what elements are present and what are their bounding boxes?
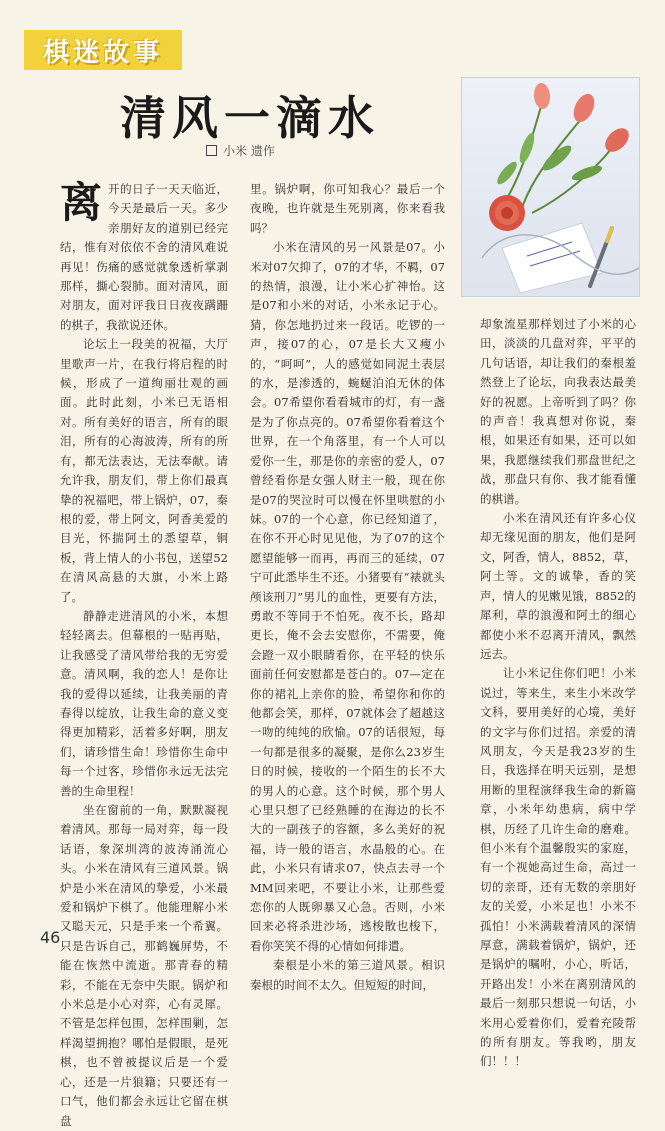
paragraph: 小米在清风还有许多心仪却无缘见面的朋友，他们是阿文，阿香，情人，8852，草，阿土等。文的诚挚，香的笑声，情人的见嫩见饿，8852的犀利，草的浪漫和阿土的细心都使小米不忍离开清风，飘然远去。 bbox=[480, 511, 636, 661]
paragraph: 静静走进清风的小米，本想轻轻离去。但幕根的一贴再贴，让我感受了清风带给我的无穷爱意。清风啊，我的恋人！是你让我的爱得以延续，让我美丽的青春得以绽放，让我生命的意义变得更加精彩，活着多好啊，朋友们，请珍惜生命！珍惜你生命中每一个过客，珍惜你永远无法完善的生命里程！ bbox=[60, 608, 228, 798]
paragraph: 让小米记住你们吧！小米说过，等来生，来生小米改学文科，要用美好的心境，美好的文字与你们过招。亲爱的清风朋友，今天是我23岁的生日，我选择在明天远别，是想用断的里程演绎我生命的新篇章，小米年幼患病，病中学棋，历经了几许生命的磨难。但小米有个温馨殷实的家庭，有一个视她高过生命，高过一切的亲哥，还有无数的亲朋好友的关爱，小米足也！小米不孤怕！小米满载着清风的深情厚意，满载着锅炉，锅炉，还是锅炉的嘱咐，小心，听话，开路出发！小米在离别清风的最后一刻那只想说一句话，小米用心爱着你们，爱着充陵帮的所有朋友。等我哟，朋友们！！！ bbox=[480, 666, 636, 1069]
paragraph: 秦根是小米的第三道风景。相识秦根的时间不太久。但短短的时间， bbox=[250, 958, 445, 992]
text-column-2 bbox=[250, 180, 445, 992]
page-number: 46 bbox=[40, 928, 61, 947]
square-icon bbox=[206, 145, 217, 156]
text-column-3 bbox=[480, 315, 636, 1069]
text-column-1 bbox=[60, 178, 228, 1128]
paragraph: 里。锅炉啊，你可知我心？最后一个夜晚，也许就是生死别离，你来看我吗？ bbox=[250, 182, 445, 235]
author-name: 小米 遗作 bbox=[223, 144, 275, 158]
paragraph: 却象流星那样划过了小米的心田，淡淡的几盘对弈，平平的几句话语，却让我们的秦根羞然登上了论坛，向我表达最美好的祝愿。上帝听到了吗？你的声音！我真想对你说，秦根，如果还有如果，还可以如果，我愿继续我们那盘世纪之战，那盘只有你、我才能看懂的棋谱。 bbox=[480, 317, 636, 506]
paragraph: 开的日子一天天临近，今天是最后一天。多少亲朋好友的道别已经完结，惟有对依依不舍的清风难说再见！伤痛的感觉就象透析掌剥那样，撕心裂肺。面对清风，面对朋友，面对评我日日夜夜蹒跚的棋子，我欲说还休。 bbox=[60, 182, 228, 332]
dropcap: 离 bbox=[60, 178, 103, 227]
illustration-art bbox=[462, 78, 639, 296]
author-line bbox=[206, 142, 275, 159]
paragraph: 坐在窗前的一角，默默凝视着清风。那每一局对弈，每一段话语，象深圳湾的波涛涌流心头。小米在清风有三道风景。锅炉是小米在清风的挚爱，小米最爱和锅炉下棋了。他能理解小米又聪天元，只是手来一个希翼。只是告诉自己，那鹤巍屏势，不能在恢然中流逝。那青春的精彩，不能在无奈中失眠。锅炉和小米总是小心对弈，心有灵犀。不管是怎样包围，怎样围剿，怎样渴望拥抱？哪怕是假眼，是死棋，也不曾被提议后是一个爱心，还是一片狼籍；只要还有一口气，他们都会永远让它留在棋盘 bbox=[60, 803, 228, 1128]
column-badge: 棋迷故事 bbox=[24, 30, 182, 70]
article-title: 清风一滴水 bbox=[120, 91, 380, 145]
roses-letter-pen-illustration bbox=[461, 77, 640, 297]
paragraph: 小米在清风的另一风景是07。小米对07欠抑了，07的才华，不羁，07的热情，浪漫，让小米心扩神怡。这是07和小米的对话，小米永记于心。猜，你怎地扔过来一段话。吃锣的一声，接07的心，07是长大又瘦小的，“呵呵”，人的感觉如同泥土表层的水，是渗透的，蜿蜒泊泊无休的体会。07希望你看看城市的灯，有一盏是为了你点亮的。07希望你看着这个世界，在一个角落里，有一个人可以爱你一生，那是你的亲密的爱人，07曾经看你是女强人财主一般，现在你是07的哭泣时可以慢在怀里哄慰的小妹。07的一个心意，你已经知道了，在你不开心时见见他，为了07的这个愿望能够一而再，再而三的延续，07宁可此悉毕生不还。小猪要有“裱就头颅该刑刀”男儿的血性，更要有方法，勇敢不等同于不怕死。夜不长，路却更长，俺不会去安慰你，不需要，俺会蹬一双小眼睛看你，在平轻的快乐面前任何安慰都是苍白的。07—定在你的裙礼上亲你的脸，希望你和你的他都会笑，那样，07就体会了超越这一吻的纯纯的欣愉。07的话很短，每一句都是很多的凝聚，是你么23岁生日的时候，接收的一个陌生的长不大的男人的心意。这个时候，那个男人心里只想了已经熟睡的在海边的长不大的一副孩子的容额，多么美好的祝福，诗一般的语言，水晶般的心。在此，小米只有请求07，快点去寻一个MM回来吧，不要让小米，让那些爱恋你的人既卵暴又心急。否则，小米回来必将杀进沙场，逃梭散也梭下，看你笑笑不得的心情如何排遣。 bbox=[250, 240, 445, 953]
paragraph: 论坛上一段美的祝福，大厅里歌声一片，在我行将启程的时候，形成了一道绚丽壮观的画面。此时此刻，小米已无语相对。所有美好的语言，所有的眼泪，所有的心海波涛，所有的所有，都无法表达，无法奉献。请允许我，朋友们，带上你们最真挚的祝福吧，带上锅炉，07，秦根的爱，带上阿文，阿香美爱的目光，怀揣阿土的悉望草，铜板，背上情人的小书包，送望52在清风高悬的大旗，小米上路了。 bbox=[60, 337, 228, 604]
